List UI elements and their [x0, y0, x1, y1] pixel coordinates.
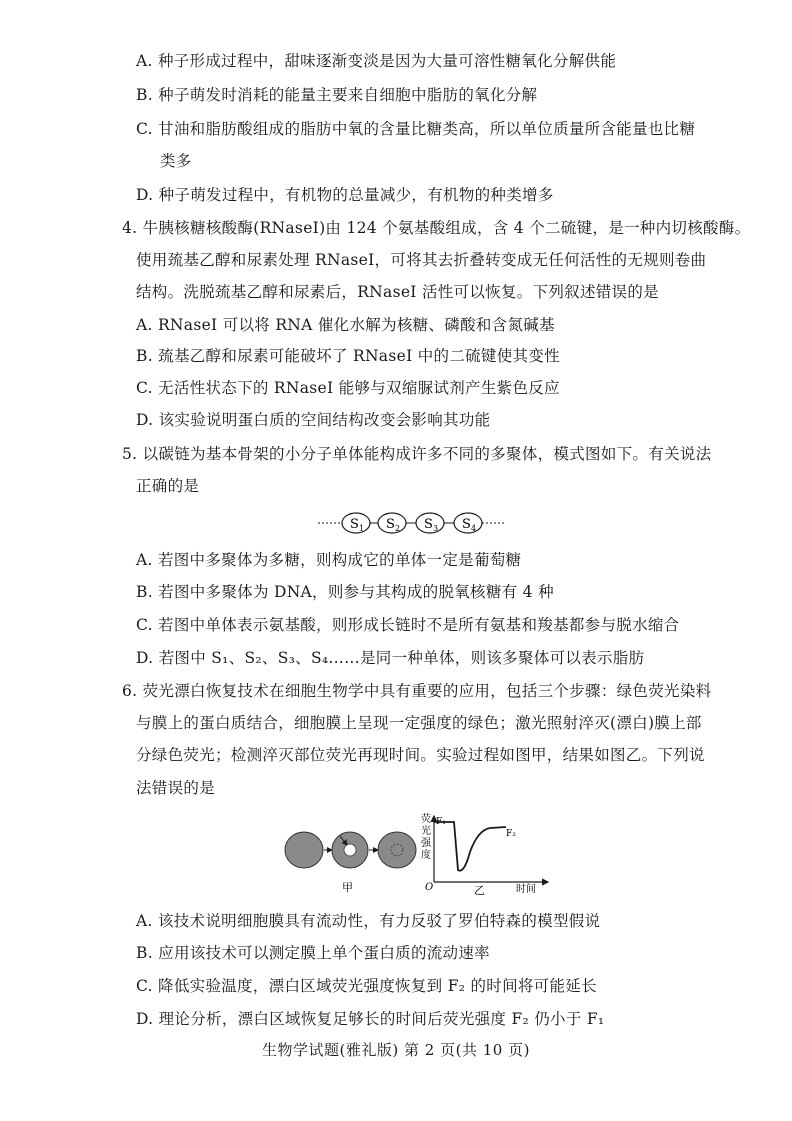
q5-option-b: B. 若图中多聚体为 DNA，则参与其构成的脱氧核糖有 4 种	[136, 583, 554, 601]
svg-text:S: S	[462, 517, 471, 532]
svg-text:4: 4	[471, 524, 477, 533]
q5-option-d: D. 若图中 S₁、S₂、S₃、S₄……是同一种单体，则该多聚体可以表示脂肪	[136, 649, 645, 667]
q3-option-d: D. 种子萌发过程中，有机物的总量减少，有机物的种类增多	[136, 186, 554, 204]
q6-option-b: B. 应用该技术可以测定膜上单个蛋白质的流动速率	[136, 944, 490, 962]
svg-text:3: 3	[433, 524, 439, 533]
svg-text:2: 2	[395, 524, 401, 533]
q6-stem-line3: 分绿色荧光；检测淬灭部位荧光再现时间。实验过程如图甲，结果如图乙。下列说	[136, 746, 705, 764]
f2-label: F₂	[506, 829, 516, 839]
q4-stem-line2: 使用巯基乙醇和尿素处理 RNaseI，可将其去折叠转变成无任何活性的无规则卷曲	[136, 251, 707, 269]
q3-option-a: A. 种子形成过程中，甜味逐渐变淡是因为大量可溶性糖氧化分解供能	[136, 52, 617, 70]
q5-stem: 5. 以碳链为基本骨架的小分子单体能构成许多不同的多聚体，模式图如下。有关说法	[122, 445, 712, 463]
q6-option-d: D. 理论分析，漂白区域恢复足够长的时间后荧光强度 F₂ 仍小于 F₁	[136, 1010, 605, 1028]
q5-option-a: A. 若图中多聚体为多糖，则构成它的单体一定是葡萄糖	[136, 551, 522, 569]
svg-text:S: S	[350, 517, 359, 532]
q3-option-c: C. 甘油和脂肪酸组成的脂肪中氧的含量比糖类高，所以单位质量所含能量也比糖	[136, 120, 696, 138]
svg-text:S: S	[424, 517, 433, 532]
svg-text:1: 1	[359, 524, 365, 533]
cell-recovered	[378, 832, 416, 868]
svg-text:荧: 荧	[421, 814, 431, 825]
cell-before-bleach	[285, 832, 323, 868]
figure-yi-graph	[420, 812, 560, 898]
monomer-chain-diagram	[316, 508, 506, 538]
monomer-s4	[454, 513, 482, 533]
q6-option-c: C. 降低实验温度，漂白区域荧光强度恢复到 F₂ 的时间将可能延长	[136, 977, 597, 995]
q4-option-a: A. RNaseI 可以将 RNA 催化水解为核糖、磷酸和含氮碱基	[136, 316, 555, 334]
q5-stem-line2: 正确的是	[136, 477, 200, 495]
svg-text:S: S	[386, 517, 395, 532]
monomer-s2	[378, 513, 406, 533]
x-axis-label: 时间	[516, 884, 536, 895]
q4-option-b: B. 巯基乙醇和尿素可能破坏了 RNaseI 中的二硫键使其变性	[136, 347, 560, 365]
q4-option-c: C. 无活性状态下的 RNaseI 能够与双缩脲试剂产生紫色反应	[136, 379, 560, 397]
svg-text:强: 强	[421, 838, 431, 849]
q3-option-b: B. 种子萌发时消耗的能量主要来自细胞中脂肪的氧化分解	[136, 86, 538, 104]
cell-bleached	[332, 832, 368, 868]
q6-stem-line4: 法错误的是	[136, 779, 216, 797]
y-axis-label	[421, 812, 432, 861]
q3-option-c-continued: 类多	[160, 152, 192, 170]
svg-text:度: 度	[421, 850, 431, 861]
fluorescence-curve	[434, 822, 506, 871]
q4-stem: 4. 牛胰核糖核酸酶(RNaseI)由 124 个氨基酸组成，含 4 个二硫键，是一种内切核酸酶。	[122, 219, 751, 237]
monomer-s3	[416, 513, 444, 533]
svg-text:光: 光	[421, 826, 431, 837]
figure-yi-label: 乙	[474, 884, 485, 897]
figure-jia-label: 甲	[342, 881, 353, 894]
page-footer: 生物学试题(雅礼版) 第 2 页(共 10 页)	[262, 1041, 530, 1059]
q5-option-c: C. 若图中单体表示氨基酸，则形成长链时不是所有氨基和羧基都参与脱水缩合	[136, 616, 680, 634]
origin-label: O	[425, 882, 434, 893]
q4-stem-line3: 结构。洗脱巯基乙醇和尿素后，RNaseI 活性可以恢复。下列叙述错误的是	[136, 283, 659, 301]
q6-option-a: A. 该技术说明细胞膜具有流动性，有力反驳了罗伯特森的模型假说	[136, 912, 601, 930]
q6-stem: 6. 荧光漂白恢复技术在细胞生物学中具有重要的应用，包括三个步骤：绿色荧光染料	[122, 682, 712, 700]
monomer-s1	[342, 513, 370, 533]
q4-option-d: D. 该实验说明蛋白质的空间结构改变会影响其功能	[136, 411, 491, 429]
f1-label: F₁	[436, 817, 446, 827]
q6-stem-line2: 与膜上的蛋白质结合，细胞膜上呈现一定强度的绿色；激光照射淬灭(漂白)膜上部	[136, 714, 702, 732]
figure-jia-cells	[284, 816, 424, 896]
